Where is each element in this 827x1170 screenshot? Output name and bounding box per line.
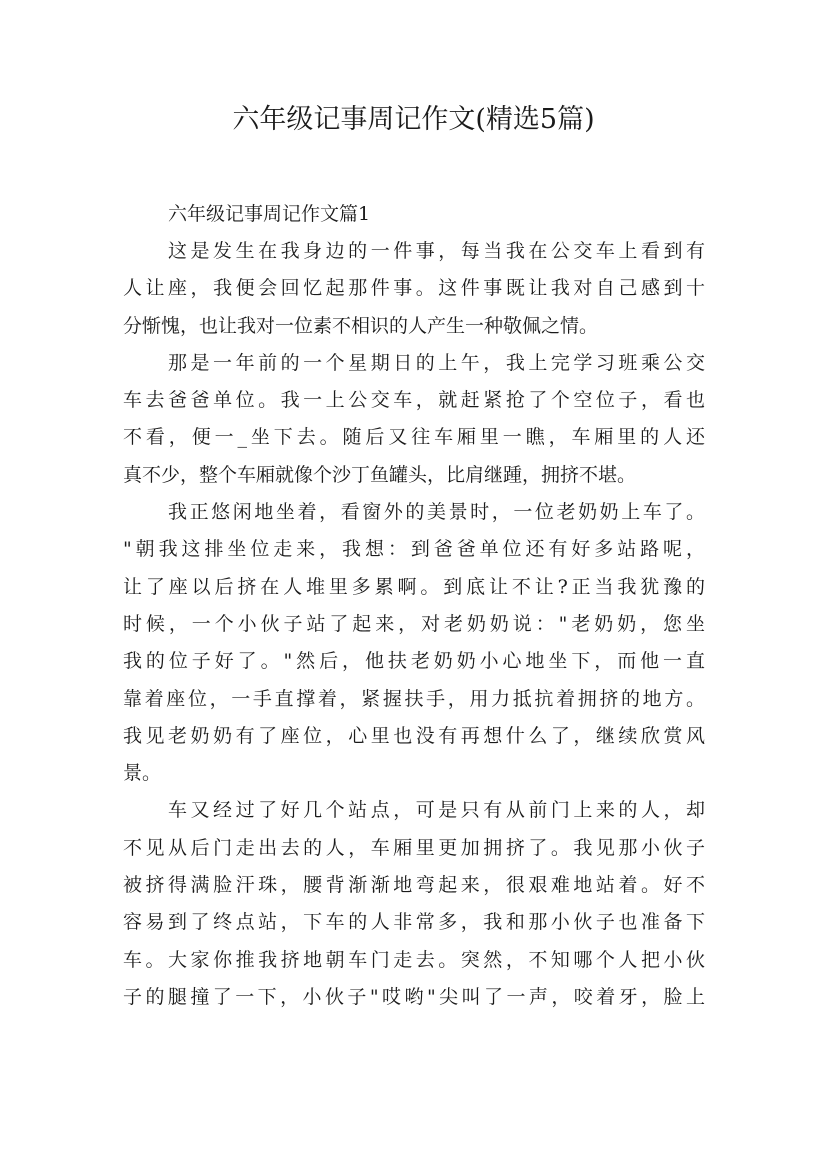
text-line: 子的腿撞了一下，小伙子"哎哟"尖叫了一声，咬着牙，脸上	[123, 985, 705, 1008]
text-line: 这是发生在我身边的一件事，每当我在公交车上看到有	[168, 240, 705, 262]
text-line: 让了座以后挤在人堆里多累啊。到底让不让?正当我犹豫的	[123, 575, 705, 598]
document-body	[123, 196, 705, 1016]
text-line: 容易到了终点站，下车的人非常多，我和那小伙子也准备下	[123, 911, 705, 934]
text-line: 车去爸爸单位。我一上公交车，就赶紧抢了个空位子，看也	[123, 389, 705, 412]
text-line: 景。	[123, 762, 162, 785]
text-line: 被挤得满脸汗珠，腰背渐渐地弯起来，很艰难地站着。好不	[123, 874, 705, 897]
paragraph-2	[123, 345, 705, 494]
text-line: 我见老奶奶有了座位，心里也没有再想什么了，继续欣赏风	[123, 724, 705, 747]
document-title: 六年级记事周记作文(精选5篇)	[232, 104, 595, 135]
text-line: 我的位子好了。"然后，他扶老奶奶小心地坐下，而他一直	[123, 650, 705, 673]
text-line: "朝我这排坐位走来，我想：到爸爸单位还有好多站路呢，	[123, 538, 705, 561]
text-line: 真不少，整个车厢就像个沙丁鱼罐头，比肩继踵，拥挤不堪。	[123, 463, 637, 486]
text-line: 我正悠闲地坐着，看窗外的美景时，一位老奶奶上车了。	[168, 501, 705, 524]
text-line: 不看，便一_坐下去。随后又往车厢里一瞧，车厢里的人还	[123, 426, 705, 449]
text-line: 那是一年前的一个星期日的上午，我上完学习班乘公交	[168, 351, 705, 374]
text-line: 靠着座位，一手直撑着，紧握扶手，用力抵抗着拥挤的地方。	[123, 687, 705, 710]
paragraph-1	[123, 233, 705, 345]
text-line: 不见从后门走出去的人，车厢里更加拥挤了。我见那小伙子	[123, 836, 705, 859]
paragraph-4	[123, 792, 705, 1016]
section-heading: 六年级记事周记作文篇1	[168, 203, 371, 225]
text-line: 时候，一个小伙子站了起来，对老奶奶说："老奶奶，您坐	[123, 612, 705, 635]
text-line: 人让座，我便会回忆起那件事。这件事既让我对自己感到十	[123, 277, 705, 300]
text-line: 分惭愧，也让我对一位素不相识的人产生一种敬佩之情。	[123, 314, 599, 337]
text-line: 车又经过了好几个站点，可是只有从前门上来的人，却	[168, 799, 705, 822]
paragraph-3	[123, 494, 705, 792]
text-line: 车。大家你推我挤地朝车门走去。突然，不知哪个人把小伙	[123, 948, 705, 971]
